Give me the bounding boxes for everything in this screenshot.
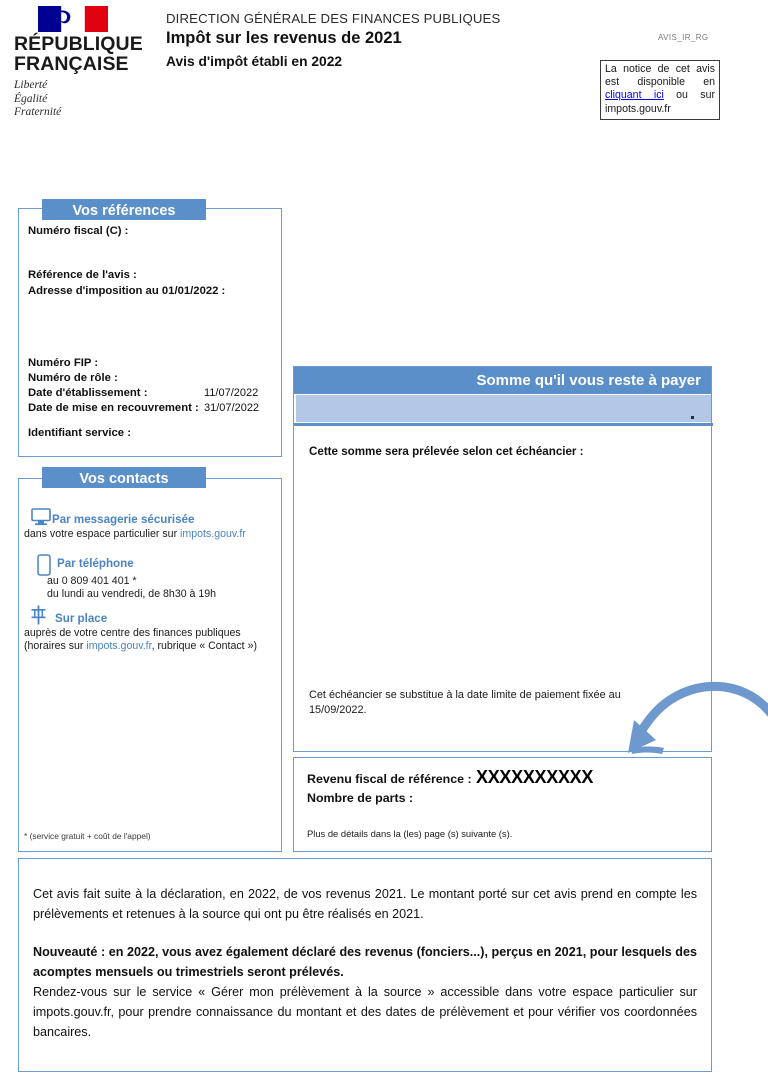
page-header — [0, 0, 768, 150]
devise-liberte: Liberté — [14, 79, 48, 91]
contact-surplace-line2 — [24, 640, 273, 653]
page-title: Impôt sur les revenus de 2021 — [166, 29, 402, 47]
page-subtitle: Avis d'impôt établi en 2022 — [166, 54, 343, 69]
nombre-parts-label: Nombre de parts : — [307, 791, 414, 805]
french-flag-icon — [38, 6, 108, 32]
revenu-fiscal-value: XXXXXXXXXX — [476, 767, 594, 787]
contacts-tab-title: Vos contacts — [42, 467, 206, 488]
smartphone-icon — [37, 554, 51, 576]
numero-role-label: Numéro de rôle : — [28, 372, 118, 384]
bottom-paragraph-2: Nouveauté : en 2022, vous avez également déclaré des revenus (fonciers...), perçus en 2021, pour lesquels des acomptes mensuels ou trimestriels seront prélevés. — [33, 945, 697, 979]
amount-due-heading: Somme qu'il vous reste à payer — [294, 367, 711, 394]
references-panel — [18, 208, 282, 457]
document-title-block — [166, 11, 500, 71]
notice-text-part2: ou sur impots.gouv.fr — [605, 89, 715, 115]
impots-gouv-link-2[interactable]: impots.gouv.fr — [86, 640, 152, 652]
numero-fip-label: Numéro FIP : — [28, 357, 99, 369]
echeancier-note: Cet échéancier se substitue à la date limite de paiement fixée au 15/09/2022. — [309, 689, 621, 716]
date-recouvrement-label: Date de mise en recouvrement : — [28, 402, 199, 414]
amount-due-value-row — [296, 395, 711, 422]
contact-surplace-suffix: , rubrique « Contact ») — [151, 640, 257, 652]
impots-gouv-link-1[interactable]: impots.gouv.fr — [180, 528, 246, 540]
numero-fiscal-label: Numéro fiscal (C) : — [28, 225, 129, 237]
bottom-notice-text — [33, 884, 697, 1042]
reference-income-panel — [293, 757, 712, 852]
devise-motto — [14, 79, 132, 120]
bottom-paragraph-3: Rendez-vous sur le service « Gérer mon prélèvement à la source » accessible dans votre espace particulier sur impots.gouv.fr, pour prendre connaissance du montant et des dates de prélèvement et pour vérifier vos coordonnées bancaires. — [33, 985, 697, 1039]
republique-label: RÉPUBLIQUE — [14, 33, 143, 55]
contact-telephone-hours: du lundi au vendredi, de 8h30 à 19h — [47, 588, 217, 600]
reference-avis-label: Référence de l'avis : — [28, 269, 137, 281]
contact-messagerie-heading: Par messagerie sécurisée — [52, 513, 195, 526]
revenu-fiscal-label: Revenu fiscal de référence : — [307, 772, 472, 786]
amount-decimal-dot — [691, 416, 694, 419]
monitor-icon — [31, 508, 51, 526]
date-recouvrement-value: 31/07/2022 — [204, 402, 260, 414]
adresse-imposition-label: Adresse d'imposition au 01/01/2022 : — [28, 285, 226, 297]
amount-due-panel — [293, 366, 712, 752]
contact-messagerie-body — [24, 528, 264, 541]
francaise-label: FRANÇAISE — [14, 53, 129, 75]
more-details-note: Plus de détails dans la (les) page (s) suivante (s). — [307, 828, 513, 839]
echeancier-label: Cette somme sera prélevée selon cet échéancier : — [309, 445, 584, 458]
republique-francaise-logo — [14, 6, 143, 120]
landmark-icon — [30, 605, 47, 625]
contact-messagerie-body-prefix: dans votre espace particulier sur — [24, 528, 181, 540]
administration-label: DIRECTION GÉNÉRALE DES FINANCES PUBLIQUES — [166, 11, 501, 26]
contact-surplace-heading: Sur place — [55, 612, 108, 625]
cliquant-ici-link[interactable]: cliquant ici — [605, 89, 664, 102]
contact-telephone-number: au 0 809 401 401 * — [47, 575, 137, 587]
contact-surplace-line1: auprès de votre centre des finances publiques — [24, 627, 241, 639]
bottom-paragraph-1: Cet avis fait suite à la déclaration, en 2022, de vos revenus 2021. Le montant porté sur cet avis prend en compte les prélèvements et retenues à la source qui ont pu être réalisés en 2021. — [33, 887, 697, 921]
contact-telephone-heading: Par téléphone — [57, 557, 134, 570]
avis-form-code: AVIS_IR_RG — [658, 33, 709, 42]
devise-fraternite: Fraternité — [14, 106, 62, 118]
date-etablissement-label: Date d'établissement : — [28, 387, 148, 399]
telephone-cost-footnote: * (service gratuit + coût de l'appel) — [24, 831, 151, 841]
contact-surplace-prefix: (horaires sur — [24, 640, 87, 652]
amount-due-divider — [294, 423, 713, 426]
references-tab-title: Vos références — [42, 199, 206, 220]
date-etablissement-value: 11/07/2022 — [204, 387, 259, 399]
notice-text-part1: La notice de cet avis est disponible en — [605, 63, 715, 89]
notice-availability-box — [600, 60, 720, 120]
identifiant-service-label: Identifiant service : — [28, 427, 131, 439]
bottom-notice-panel — [18, 858, 712, 1072]
devise-egalite: Égalité — [14, 92, 48, 105]
